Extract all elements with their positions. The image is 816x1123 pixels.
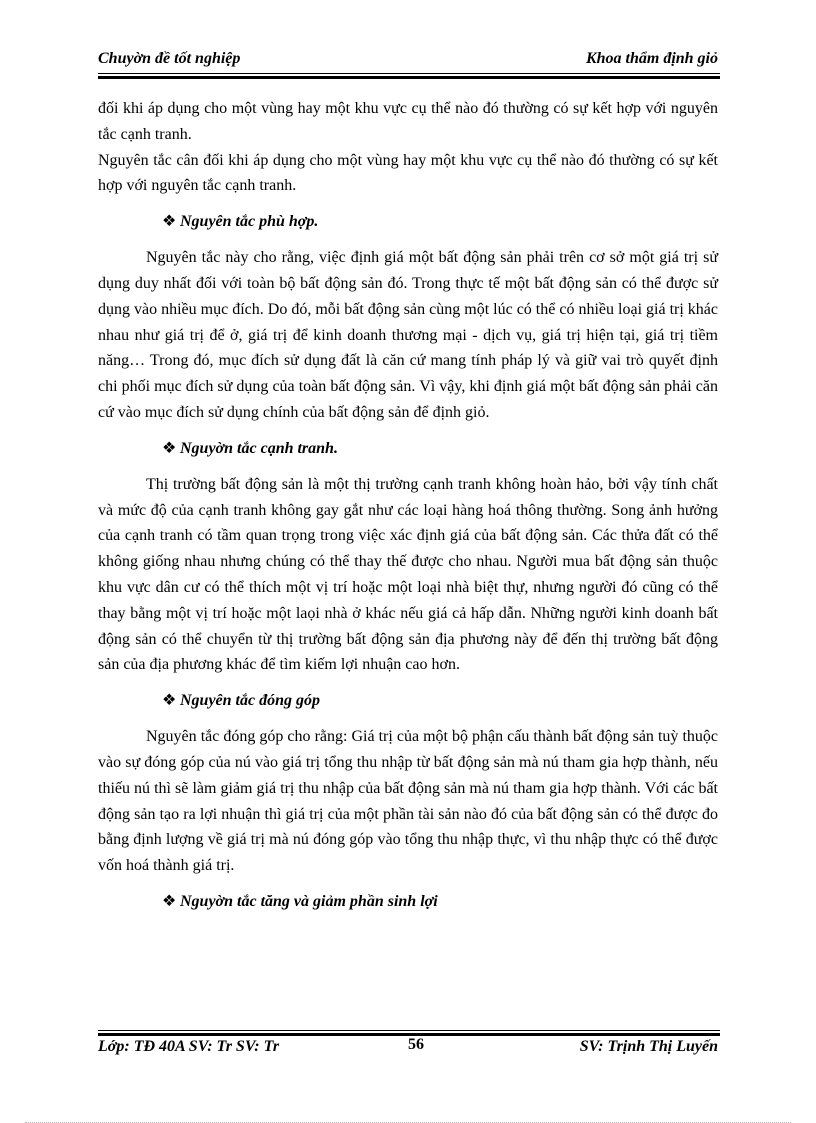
header-thesis-title: Chuyờn đề tốt nghiệp — [98, 50, 241, 67]
section-paragraph-phu-hop: Nguyên tắc này cho rằng, việc định giá một bất động sản phải trên cơ sở một giá trị sử dụng duy nhất đối với toàn bộ bất động sản đó. Trong thực tế một bất động sản có thể được sử dụng vào nhiều mục đích. Do đó, mỗi bất động sản cùng một lúc có thể có nhiều loại giá trị khác nhau như giá trị để ở, giá trị để kinh doanh thương mại - dịch vụ, giá trị hiện tại, giá trị tiềm năng… Trong đó, mục đích sử dụng đất là căn cứ mang tính pháp lý và giữ vai trò quyết định chi phối mục đích sử dụng của toàn bất động sản. Vì vậy, khi định giá một bất động sản phải căn cứ vào mục đích sử dụng chính của bất động sản để định giỏ. — [98, 249, 718, 421]
section-heading-text: Nguyên tắc đóng góp — [180, 692, 320, 710]
section-heading-phu-hop — [98, 210, 718, 234]
intro-paragraph-1: đối khi áp dụng cho một vùng hay một khu vực cụ thể nào đó thường có sự kết hợp với nguyên tắc cạnh tranh. — [98, 100, 718, 143]
footer-rule-thin — [98, 1030, 720, 1031]
section-heading-text: Nguyờn tắc tăng và giảm phần sinh lợi — [180, 892, 438, 910]
header-rule-thick — [98, 76, 720, 79]
diamond-bullet-icon: ❖ — [162, 692, 177, 710]
footer-student-name: SV: Trịnh Thị Luyến — [579, 1038, 718, 1055]
document-body — [98, 96, 718, 925]
section-heading-text: Nguyờn tắc cạnh tranh. — [180, 439, 338, 457]
section-heading-canh-tranh — [98, 437, 718, 461]
section-heading-text: Nguyên tắc phù hợp. — [180, 213, 319, 231]
diamond-bullet-icon: ❖ — [162, 213, 177, 231]
intro-paragraph-2: Nguyên tắc cân đối khi áp dụng cho một vùng hay một khu vực cụ thể nào đó thường có sự kết hợp với nguyên tắc cạnh tranh. — [98, 151, 718, 195]
header-rule-thin — [98, 73, 720, 74]
page-footer — [98, 1038, 718, 1060]
header-faculty: Khoa thẩm định giỏ — [585, 50, 718, 67]
section-paragraph-dong-gop: Nguyên tắc đóng góp cho rằng: Giá trị của một bộ phận cấu thành bất động sản tuỳ thuộc vào sự đóng góp của nú vào giá trị tổng thu nhập từ bất động sản mà nú tham gia hợp thành, nếu thiếu nú thì sẽ làm giảm giá trị thu nhập của bất động sản mà nú tham gia hợp thành. Với các bất động sản tạo ra lợi nhuận thì giá trị của một phần tài sản nào đó của bất động sản có thể được đo bằng định lượng về giá trị mà nú đóng góp vào tổng thu nhập thực, vì thu nhập thực có thể được vốn hoá thành giá trị. — [98, 728, 718, 875]
section-heading-sinh-loi — [98, 890, 718, 914]
section-paragraph-canh-tranh: Thị trường bất động sản là một thị trường cạnh tranh không hoàn hảo, bởi vậy tính chất và mức độ của cạnh tranh không gay gắt như các loại hàng hoá thông thường. Song ảnh hưởng của cạnh tranh có tầm quan trọng trong việc xác định giá của bất động sản. Các thửa đất có thể không giống nhau nhưng chúng có thể thay thế được cho nhau. Người mua bất động sản thuộc khu vực dân cư có thể thích một vị trí hoặc một loại nhà biệt thự, nhưng người đó cũng có thể thay bằng một vị trí hoặc một laọi nhà ở khác nếu giá cả hấp dẫn. Những người kinh doanh bất động sản có thể chuyển từ thị trường bất động sản địa phương này để đến thị trường bất động sản của địa phương khác để tìm kiếm lợi nhuận cao hơn. — [98, 475, 718, 674]
page-header — [98, 50, 718, 70]
diamond-bullet-icon: ❖ — [162, 892, 177, 910]
section-heading-dong-gop — [98, 689, 718, 713]
footer-class-info: Lớp: TĐ 40A SV: Tr SV: Tr — [98, 1038, 280, 1055]
diamond-bullet-icon: ❖ — [162, 439, 177, 457]
page-number: 56 — [408, 1036, 424, 1053]
